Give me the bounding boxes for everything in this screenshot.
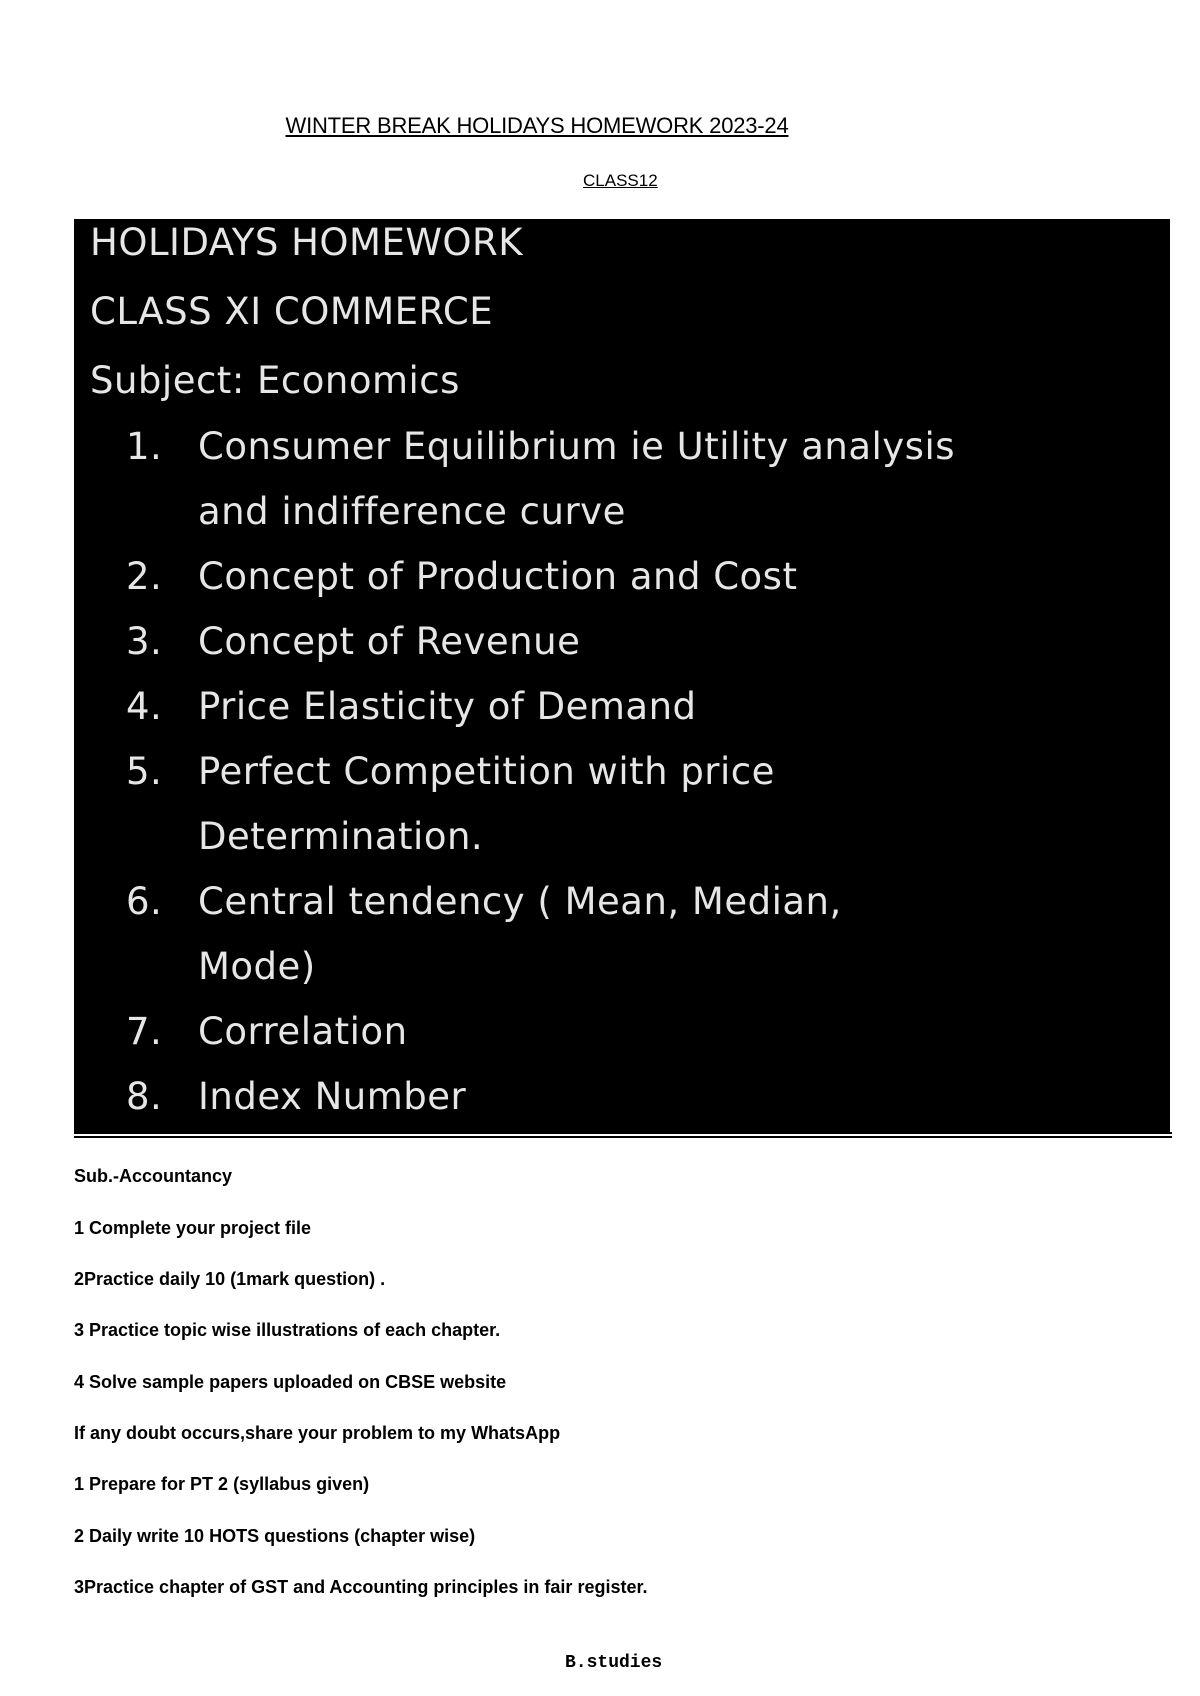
topic-text: Consumer Equilibrium ie Utility analysis (198, 425, 956, 468)
accountancy-line: 2Practice daily 10 (1mark question) . (74, 1269, 386, 1289)
accountancy-line: 1 Prepare for PT 2 (syllabus given) (74, 1474, 370, 1494)
topic-text: Central tendency ( Mean, Median, (198, 880, 842, 923)
topic-text: Concept of Revenue (198, 620, 581, 663)
accountancy-subject: Sub.-Accountancy (74, 1166, 233, 1186)
accountancy-line: 4 Solve sample papers uploaded on CBSE website (74, 1372, 507, 1392)
topic-text-continued: Determination. (198, 815, 484, 858)
topic-item (126, 555, 797, 598)
topic-text-continued: Mode) (198, 945, 316, 988)
topic-item (126, 880, 842, 923)
topic-item (126, 425, 955, 468)
panel-subject-line: Subject: Economics (90, 359, 460, 402)
topic-text: Index Number (198, 1075, 467, 1118)
accountancy-line: If any doubt occurs,share your problem to my WhatsApp (74, 1423, 561, 1443)
topic-text: Perfect Competition with price (198, 750, 775, 793)
divider-line (74, 1136, 1172, 1138)
document-title: WINTER BREAK HOLIDAYS HOMEWORK 2023-24 (285, 113, 789, 138)
economics-homework-image (74, 219, 1170, 1132)
accountancy-line: 3 Practice topic wise illustrations of each chapter. (74, 1320, 501, 1340)
topic-number: 5. (126, 750, 163, 793)
topic-number: 4. (126, 685, 163, 728)
topic-number: 6. (126, 880, 163, 923)
divider-line (74, 1132, 1172, 1134)
panel-heading: HOLIDAYS HOMEWORK (90, 221, 524, 264)
topic-item (126, 750, 775, 793)
topic-text: Concept of Production and Cost (198, 555, 798, 598)
topic-number: 3. (126, 620, 163, 663)
topic-item (126, 1010, 408, 1053)
accountancy-line: 2 Daily write 10 HOTS questions (chapter wise) (74, 1526, 476, 1546)
accountancy-line: 1 Complete your project file (74, 1218, 312, 1238)
topic-number: 8. (126, 1075, 163, 1118)
panel-class-line: CLASS XI COMMERCE (90, 290, 494, 333)
next-subject-label: B.studies (565, 1653, 663, 1673)
topic-number: 2. (126, 555, 163, 598)
class-label: CLASS12 (583, 171, 658, 190)
topic-text: Price Elasticity of Demand (198, 685, 697, 728)
accountancy-line: 3Practice chapter of GST and Accounting principles in fair register. (74, 1577, 648, 1597)
topic-number: 7. (126, 1010, 163, 1053)
topic-text-continued: and indifference curve (198, 490, 626, 533)
topic-item (126, 685, 697, 728)
topic-text: Correlation (198, 1010, 408, 1053)
topic-item (126, 620, 580, 663)
topic-number: 1. (126, 425, 163, 468)
topic-item (126, 1075, 466, 1118)
